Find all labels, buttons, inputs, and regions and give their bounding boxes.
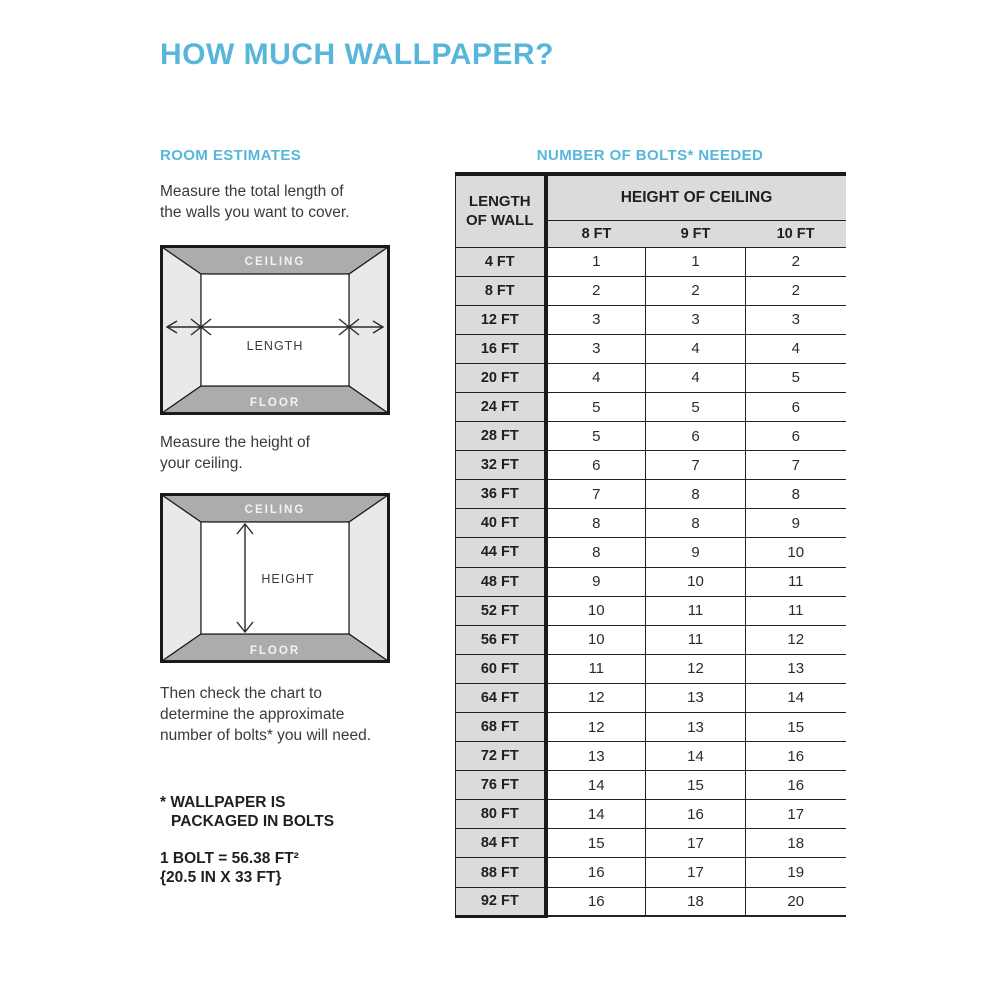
bolt-spec-line1: 1 BOLT = 56.38 FT² <box>160 850 299 867</box>
left-wall-shape <box>162 247 201 413</box>
bolt-count-cell: 11 <box>646 625 746 654</box>
bolt-count-cell: 7 <box>546 480 646 509</box>
ceiling-label: CEILING <box>244 504 306 516</box>
table-row <box>456 654 846 683</box>
bolt-count-cell: 3 <box>546 334 646 363</box>
table-row <box>456 305 846 334</box>
bolt-count-cell: 14 <box>546 771 646 800</box>
bolt-count-cell: 6 <box>646 422 746 451</box>
right-wall-shape <box>349 495 388 661</box>
bolt-count-cell: 11 <box>746 567 846 596</box>
table-row <box>456 567 846 596</box>
bolt-count-cell: 15 <box>546 829 646 858</box>
wall-length-cell: 8 FT <box>456 276 546 305</box>
bolt-count-cell: 2 <box>546 276 646 305</box>
wall-length-cell: 48 FT <box>456 567 546 596</box>
step1-instructions <box>160 181 350 223</box>
wall-length-cell: 28 FT <box>456 422 546 451</box>
bolt-count-cell: 1 <box>546 247 646 276</box>
table-row <box>456 392 846 421</box>
bolt-count-cell: 3 <box>746 305 846 334</box>
bolt-count-cell: 8 <box>646 480 746 509</box>
ceiling-height-diagram <box>160 493 390 663</box>
table-row <box>456 771 846 800</box>
bolt-footnote <box>160 793 334 831</box>
bolt-count-cell: 5 <box>546 392 646 421</box>
bolt-count-cell: 6 <box>746 392 846 421</box>
bolt-count-cell: 13 <box>646 713 746 742</box>
bolt-count-cell: 16 <box>746 771 846 800</box>
bolt-count-cell: 4 <box>646 363 746 392</box>
footnote-line2: PACKAGED IN BOLTS <box>171 813 335 830</box>
bolt-count-cell: 16 <box>646 800 746 829</box>
bolt-count-cell: 18 <box>646 887 746 916</box>
bolt-count-cell: 14 <box>546 800 646 829</box>
bolt-count-cell: 9 <box>546 567 646 596</box>
bolts-table <box>455 172 845 918</box>
left-wall-shape <box>162 495 201 661</box>
bolt-count-cell: 10 <box>546 596 646 625</box>
bolt-count-cell: 10 <box>546 625 646 654</box>
table-row <box>456 334 846 363</box>
bolt-count-cell: 10 <box>746 538 846 567</box>
bolt-count-cell: 5 <box>646 392 746 421</box>
bolt-count-cell: 11 <box>546 654 646 683</box>
length-of-wall-line1: LENGTH <box>468 193 531 211</box>
bolt-count-cell: 4 <box>546 363 646 392</box>
bolt-count-cell: 13 <box>546 742 646 771</box>
bolt-count-cell: 4 <box>746 334 846 363</box>
wall-length-cell: 24 FT <box>456 392 546 421</box>
step2-line1: Measure the height of <box>160 434 310 451</box>
bolt-count-cell: 20 <box>746 887 846 916</box>
bolt-count-cell: 6 <box>546 451 646 480</box>
table-row <box>456 829 846 858</box>
bolt-count-cell: 12 <box>546 713 646 742</box>
ceiling-9ft-header: 9 FT <box>646 220 746 247</box>
bolt-count-cell: 17 <box>646 858 746 887</box>
bolt-count-cell: 6 <box>746 422 846 451</box>
bolt-count-cell: 15 <box>746 713 846 742</box>
table-row <box>456 422 846 451</box>
step3-line1: Then check the chart to <box>160 685 322 702</box>
height-label: HEIGHT <box>261 572 315 586</box>
table-row <box>456 713 846 742</box>
wall-length-cell: 16 FT <box>456 334 546 363</box>
bolt-count-cell: 5 <box>546 422 646 451</box>
ceiling-10ft-header: 10 FT <box>746 220 846 247</box>
bolt-count-cell: 15 <box>646 771 746 800</box>
bolt-spec-line2: {20.5 IN X 33 FT} <box>160 869 282 886</box>
wall-length-cell: 56 FT <box>456 625 546 654</box>
bolt-spec <box>160 849 299 887</box>
bolt-count-cell: 2 <box>746 276 846 305</box>
table-row <box>456 480 846 509</box>
bolt-count-cell: 12 <box>546 683 646 712</box>
bolt-count-cell: 1 <box>646 247 746 276</box>
wall-length-cell: 44 FT <box>456 538 546 567</box>
room-length-diagram <box>160 245 390 415</box>
length-of-wall-header <box>456 174 546 247</box>
table-row <box>456 858 846 887</box>
step3-line2: determine the approximate <box>160 706 345 723</box>
step3-line3: number of bolts* you will need. <box>160 727 372 744</box>
bolt-count-cell: 8 <box>646 509 746 538</box>
bolt-count-cell: 14 <box>646 742 746 771</box>
table-row <box>456 276 846 305</box>
bolt-count-cell: 12 <box>746 625 846 654</box>
right-wall-shape <box>349 247 388 413</box>
bolt-count-cell: 13 <box>746 654 846 683</box>
step1-line1: Measure the total length of <box>160 183 344 200</box>
wall-length-cell: 32 FT <box>456 451 546 480</box>
wall-length-cell: 36 FT <box>456 480 546 509</box>
bolt-count-cell: 10 <box>646 567 746 596</box>
step3-instructions <box>160 683 371 746</box>
table-row <box>456 625 846 654</box>
bolt-count-cell: 11 <box>646 596 746 625</box>
bolt-count-cell: 2 <box>646 276 746 305</box>
wall-length-cell: 72 FT <box>456 742 546 771</box>
room-estimates-heading: ROOM ESTIMATES <box>160 147 302 164</box>
bolt-count-cell: 14 <box>746 683 846 712</box>
bolt-count-cell: 16 <box>746 742 846 771</box>
table-row <box>456 596 846 625</box>
bolt-count-cell: 5 <box>746 363 846 392</box>
wall-length-cell: 68 FT <box>456 713 546 742</box>
wall-length-cell: 4 FT <box>456 247 546 276</box>
bolt-count-cell: 3 <box>646 305 746 334</box>
wall-length-cell: 84 FT <box>456 829 546 858</box>
wall-length-cell: 80 FT <box>456 800 546 829</box>
floor-label: FLOOR <box>249 645 301 657</box>
bolt-count-cell: 17 <box>746 800 846 829</box>
bolt-count-cell: 3 <box>546 305 646 334</box>
wall-length-cell: 20 FT <box>456 363 546 392</box>
table-row <box>456 451 846 480</box>
wall-length-cell: 76 FT <box>456 771 546 800</box>
bolt-count-cell: 16 <box>546 858 646 887</box>
bolt-count-cell: 9 <box>646 538 746 567</box>
wall-length-cell: 60 FT <box>456 654 546 683</box>
footnote-line1: * WALLPAPER IS <box>160 794 286 811</box>
bolt-count-cell: 13 <box>646 683 746 712</box>
bolt-count-cell: 16 <box>546 887 646 916</box>
bolt-count-cell: 8 <box>546 538 646 567</box>
bolts-table-body <box>456 247 846 916</box>
table-row <box>456 800 846 829</box>
step1-line2: the walls you want to cover. <box>160 204 350 221</box>
table-row <box>456 247 846 276</box>
table-row <box>456 683 846 712</box>
step2-instructions <box>160 432 310 474</box>
bolt-count-cell: 4 <box>646 334 746 363</box>
bolt-count-cell: 18 <box>746 829 846 858</box>
ceiling-8ft-header: 8 FT <box>546 220 646 247</box>
bolt-count-cell: 17 <box>646 829 746 858</box>
table-row <box>456 509 846 538</box>
bolt-count-cell: 11 <box>746 596 846 625</box>
table-row <box>456 742 846 771</box>
bolt-count-cell: 19 <box>746 858 846 887</box>
wall-length-cell: 52 FT <box>456 596 546 625</box>
bolts-needed-heading: NUMBER OF BOLTS* NEEDED <box>536 147 764 164</box>
wall-length-cell: 92 FT <box>456 887 546 916</box>
bolt-count-cell: 7 <box>646 451 746 480</box>
bolt-count-cell: 9 <box>746 509 846 538</box>
bolt-count-cell: 8 <box>546 509 646 538</box>
ceiling-label: CEILING <box>244 256 306 268</box>
bolt-count-cell: 2 <box>746 247 846 276</box>
length-label: LENGTH <box>246 339 304 353</box>
bolt-count-cell: 7 <box>746 451 846 480</box>
page-title: HOW MUCH WALLPAPER? <box>160 38 554 71</box>
wall-length-cell: 88 FT <box>456 858 546 887</box>
wall-length-cell: 40 FT <box>456 509 546 538</box>
table-row <box>456 363 846 392</box>
table-row <box>456 538 846 567</box>
back-wall-shape <box>201 274 349 386</box>
wall-length-cell: 64 FT <box>456 683 546 712</box>
wall-length-cell: 12 FT <box>456 305 546 334</box>
floor-label: FLOOR <box>249 397 301 409</box>
table-row <box>456 887 846 916</box>
height-of-ceiling-header: HEIGHT OF CEILING <box>546 174 846 220</box>
bolt-count-cell: 12 <box>646 654 746 683</box>
length-of-wall-line2: OF WALL <box>466 212 534 230</box>
step2-line2: your ceiling. <box>160 455 243 472</box>
bolt-count-cell: 8 <box>746 480 846 509</box>
